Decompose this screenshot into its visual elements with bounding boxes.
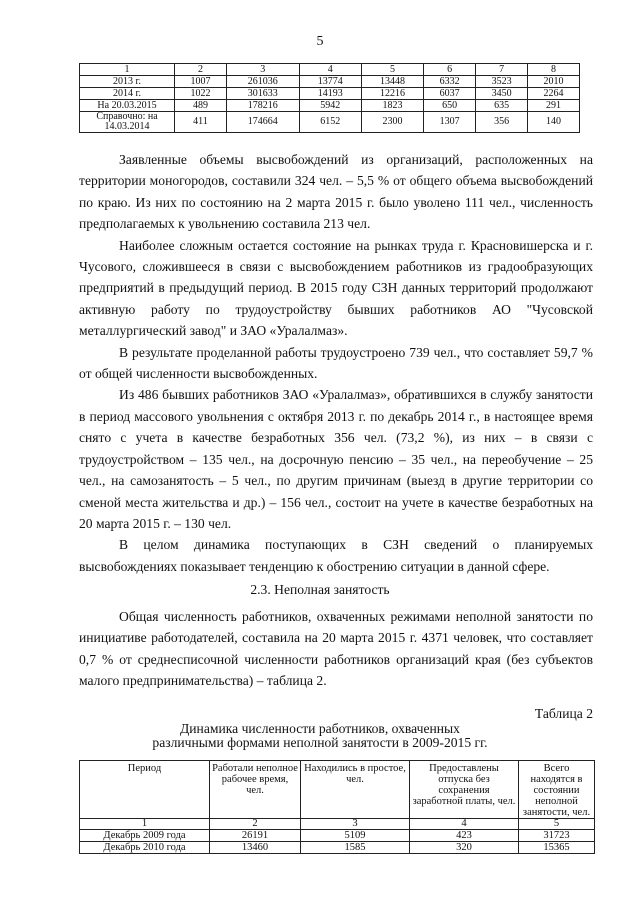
table-cell: 12216 [361,88,423,100]
header-cell: 8 [528,64,580,76]
column-number-row [80,819,595,830]
row-label: Справочно: на 14.03.2014 [80,112,175,133]
table-cell: 14193 [299,88,361,100]
table-cell: 6332 [424,76,476,88]
table-cell: 635 [476,100,528,112]
table-header-row [80,64,580,76]
table-caption-line: различными формами неполной занятости в 2009-2015 гг. [152,735,488,750]
column-number: 4 [410,819,519,830]
table-cell: 31723 [519,830,595,842]
column-header: Работали неполное рабочее время, чел. [210,761,301,819]
column-number: 5 [519,819,595,830]
row-label: 2014 г. [80,88,175,100]
part-time-table [79,760,595,854]
table-cell: 1585 [301,842,410,854]
header-cell: 1 [80,64,175,76]
table-row [80,76,580,88]
row-label: На 20.03.2015 [80,100,175,112]
column-number: 1 [80,819,210,830]
table-cell: 2010 [528,76,580,88]
paragraph: Наиболее сложным остается состояние на рынках труда г. Красновишерска и г. Чусового, сложившееся в связи с высвобождением работников из градообразующих предприятий в предыдущий период. В 2015 году СЗН данных территорий продолжают активную работу по трудоустройству бывших работников АО "Чусовской металлургический завод" и ЗАО «Уралалмаз». [79,237,593,339]
table-row [80,830,595,842]
column-header: Всего находятся в состоянии неполной занятости, чел. [519,761,595,819]
column-number: 2 [210,819,301,830]
table-cell: 489 [175,100,227,112]
section-body [79,606,593,692]
table-cell: 3523 [476,76,528,88]
table-cell: 1022 [175,88,227,100]
column-header: Период [80,761,210,819]
column-number: 3 [301,819,410,830]
table-cell: 5109 [301,830,410,842]
table-cell: 15365 [519,842,595,854]
table-cell: 1307 [424,112,476,133]
table-cell: 6037 [424,88,476,100]
table-cell: 178216 [226,100,299,112]
table-cell: 423 [410,830,519,842]
table-cell: 2300 [361,112,423,133]
table-cell: 1823 [361,100,423,112]
table-cell: 174664 [226,112,299,133]
table-cell: 1007 [175,76,227,88]
body-text [79,149,593,577]
table-header-row [80,761,595,819]
table-cell: 13460 [210,842,301,854]
table-cell: 411 [175,112,227,133]
table-cell: 356 [476,112,528,133]
table-cell: 2264 [528,88,580,100]
paragraph: В целом динамика поступающих в СЗН сведений о планируемых высвобождениях показывает тенденцию к обострению ситуации в данной сфере. [79,537,593,574]
paragraph: Общая численность работников, охваченных режимами неполной занятости по инициативе работодателей, составила на 20 марта 2015 г. 4371 человек, что составляет 0,7 % от среднесписочной численности работников организаций края (без субъектов малого предпринимательства) – таблица 2. [79,609,593,689]
table-row [80,112,580,133]
table-cell: 320 [410,842,519,854]
table-cell: 5942 [299,100,361,112]
row-label: 2013 г. [80,76,175,88]
section-heading: 2.3. Неполная занятость [250,582,390,597]
table-cell: 261036 [226,76,299,88]
table-caption-line: Динамика численности работников, охваченных [180,721,460,736]
table-cell: 6152 [299,112,361,133]
paragraph: Из 486 бывших работников ЗАО «Уралалмаз», обратившихся в службу занятости в период массового увольнения с октября 2013 г. по декабрь 2014 г., в настоящее время снято с учета в качестве безработных 356 чел. (73,2 %), из них – в связи с трудоустройством – 135 чел., на досрочную пенсию – 35 чел., на переобучение – 25 чел., на самозанятость – 5 чел., по другим причинам (выезд в другие территории со сменой места жительства и др.) – 156 чел., состоит на учете в качестве безработных на 20 марта 2015 г. – 130 чел. [79,387,593,531]
table-cell: 13448 [361,76,423,88]
column-header: Предоставлены отпуска без сохранения заработной платы, чел. [410,761,519,819]
table-cell: 26191 [210,830,301,842]
header-cell: 6 [424,64,476,76]
header-cell: 4 [299,64,361,76]
table-row [80,842,595,854]
header-cell: 2 [175,64,227,76]
table-cell: 3450 [476,88,528,100]
paragraph: В результате проделанной работы трудоустроено 739 чел., что составляет 59,7 % от общей численности высвобожденных. [79,344,593,382]
table-number-label: Таблица 2 [534,706,593,721]
header-cell: 5 [361,64,423,76]
table-row [80,100,580,112]
page-number: 5 [316,34,324,49]
row-label: Декабрь 2009 года [80,830,210,842]
table-cell: 301633 [226,88,299,100]
continuation-table [79,63,580,133]
paragraph: Заявленные объемы высвобождений из организаций, расположенных на территории моногородов, составили 324 чел. – 5,5 % от общего объема высвобождений по краю. Из них по состоянию на 2 марта 2015 г. было уволено 111 чел., численность предполагаемых к увольнению составила 213 чел. [79,152,593,232]
header-cell: 3 [226,64,299,76]
table-caption [0,722,640,750]
table-cell: 291 [528,100,580,112]
table-cell: 13774 [299,76,361,88]
table-cell: 650 [424,100,476,112]
row-label: Декабрь 2010 года [80,842,210,854]
header-cell: 7 [476,64,528,76]
table-row [80,88,580,100]
column-header: Находились в простое, чел. [301,761,410,819]
table-cell: 140 [528,112,580,133]
